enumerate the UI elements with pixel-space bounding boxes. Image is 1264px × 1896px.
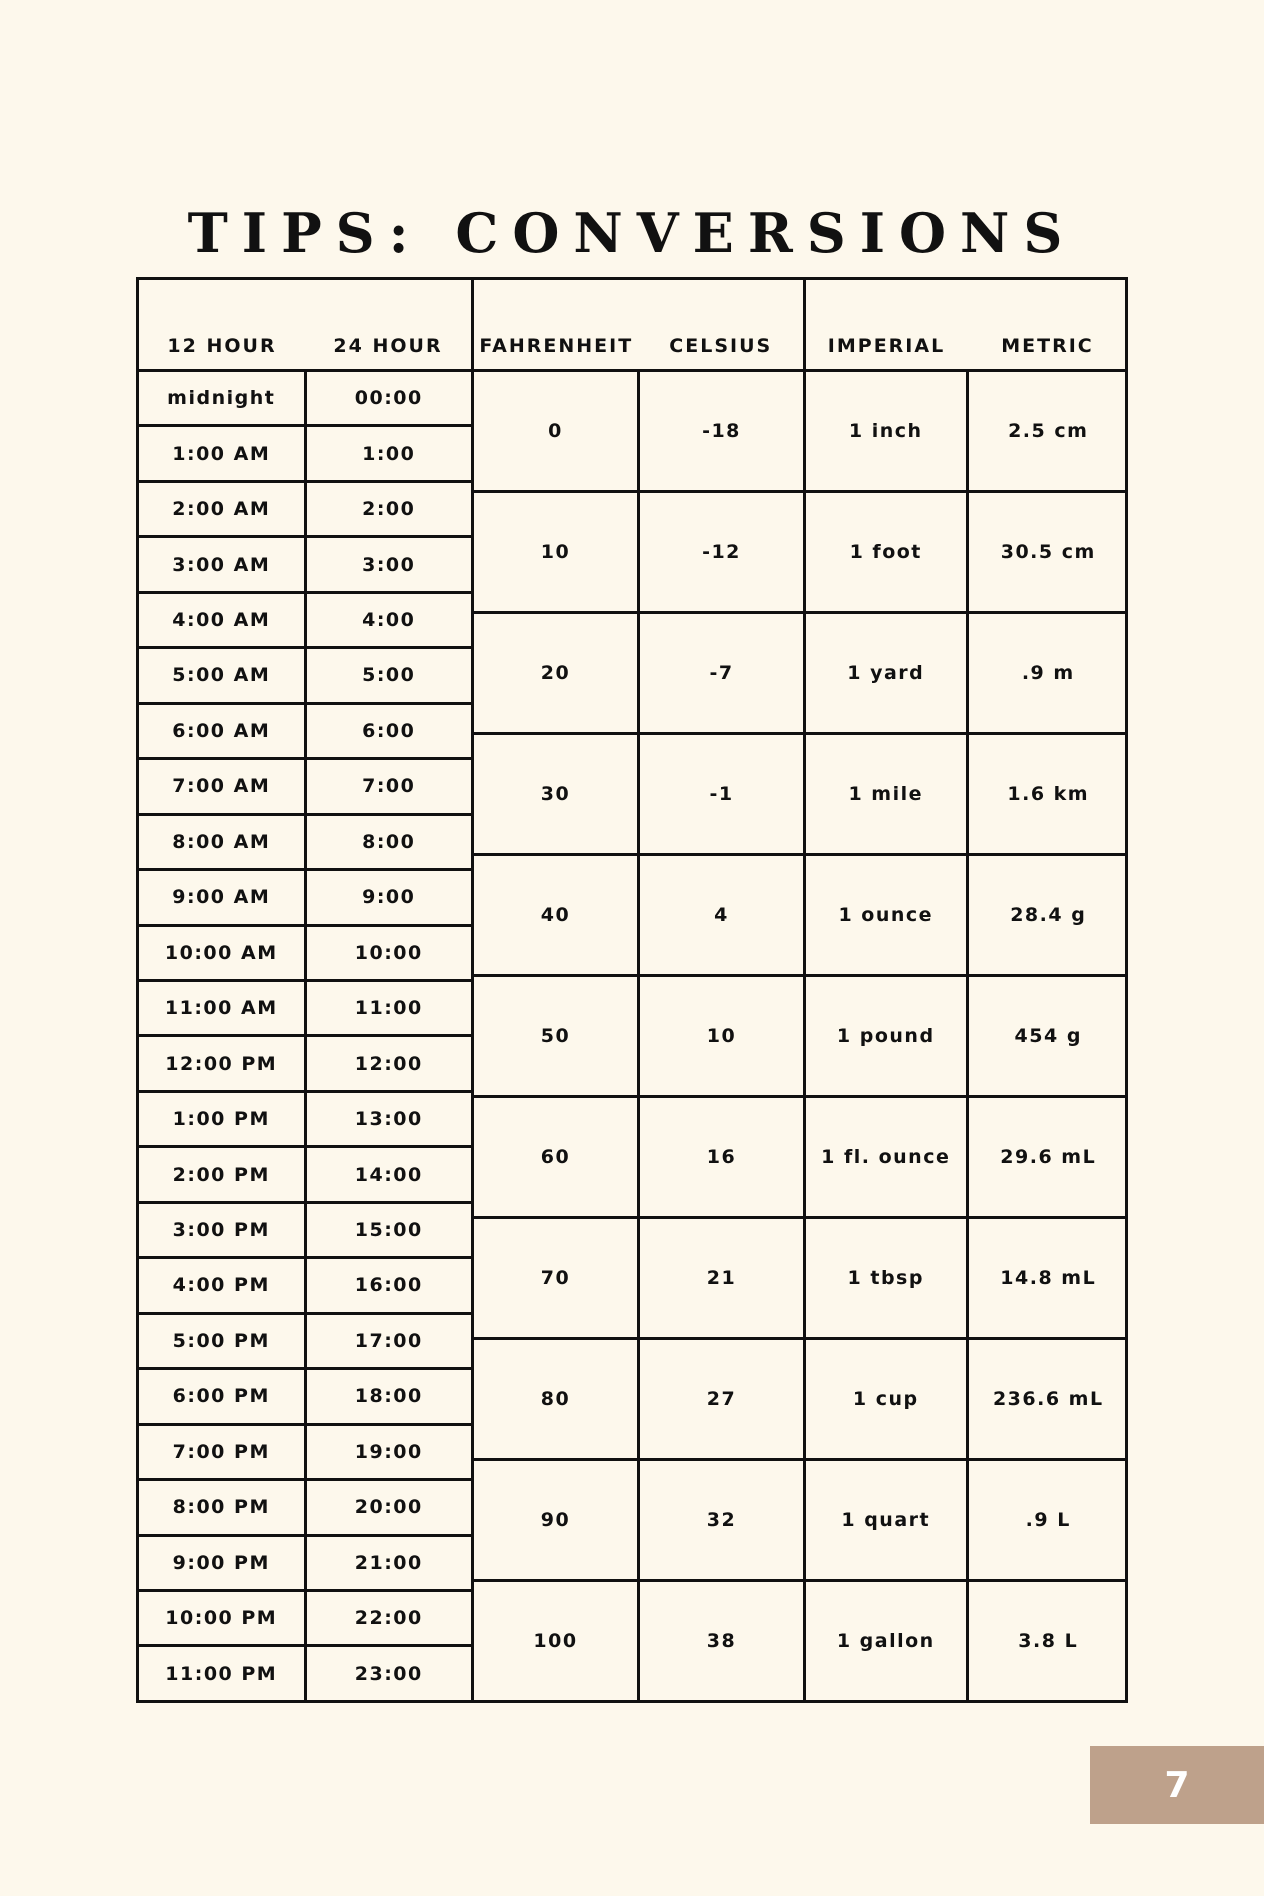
imperial-cell: 1 yard xyxy=(847,662,925,684)
celsius-cell: 10 xyxy=(637,977,803,1095)
time-row xyxy=(139,1259,471,1314)
hour-12-cell: 11:00 PM xyxy=(165,1662,278,1685)
hour-12-cell: 4:00 AM xyxy=(172,609,271,632)
hour-12-cell: 5:00 AM xyxy=(172,664,271,687)
hour-12-cell: 7:00 PM xyxy=(172,1440,270,1463)
time-row xyxy=(139,871,471,926)
hour-24-cell: 17:00 xyxy=(304,1315,472,1367)
hour-24-cell: 3:00 xyxy=(304,538,472,590)
celsius-cell: 4 xyxy=(637,856,803,974)
measurement-row xyxy=(806,1340,1128,1461)
imperial-cell: 1 pound xyxy=(836,1025,935,1047)
measurement-row xyxy=(806,1098,1128,1219)
hour-24-cell: 2:00 xyxy=(304,483,472,535)
imperial-cell: 1 inch xyxy=(848,420,923,442)
hour-12-cell: 9:00 PM xyxy=(172,1551,270,1574)
fahrenheit-cell: 50 xyxy=(540,1025,571,1047)
measurement-row xyxy=(806,493,1128,614)
temperature-row xyxy=(474,856,803,977)
time-row xyxy=(139,594,471,649)
hour-12-cell: 5:00 PM xyxy=(172,1329,270,1352)
celsius-cell: 16 xyxy=(637,1098,803,1216)
measurement-row xyxy=(806,856,1128,977)
column-header-imperial: IMPERIAL xyxy=(827,335,946,357)
fahrenheit-cell: 0 xyxy=(548,420,563,442)
temperature-row xyxy=(474,1582,803,1700)
time-row xyxy=(139,1647,471,1699)
temperature-table-header xyxy=(474,280,803,372)
hour-24-cell: 10:00 xyxy=(304,927,472,979)
celsius-cell: 38 xyxy=(637,1582,803,1700)
metric-cell: 29.6 mL xyxy=(966,1098,1129,1216)
time-row xyxy=(139,538,471,593)
hour-24-cell: 20:00 xyxy=(304,1481,472,1533)
time-row xyxy=(139,982,471,1037)
column-header-metric: METRIC xyxy=(1001,335,1094,357)
celsius-cell: -18 xyxy=(637,372,803,490)
hour-24-cell: 23:00 xyxy=(304,1647,472,1699)
metric-cell: .9 L xyxy=(966,1461,1129,1579)
metric-cell: 3.8 L xyxy=(966,1582,1129,1700)
time-row xyxy=(139,1481,471,1536)
hour-12-cell: 3:00 PM xyxy=(172,1219,270,1242)
hour-24-cell: 22:00 xyxy=(304,1592,472,1644)
hour-24-cell: 16:00 xyxy=(304,1259,472,1311)
metric-cell: 2.5 cm xyxy=(966,372,1129,490)
hour-12-cell: 6:00 AM xyxy=(172,719,271,742)
hour-12-cell: 3:00 AM xyxy=(172,553,271,576)
imperial-cell: 1 tbsp xyxy=(847,1267,924,1289)
measurement-row xyxy=(806,735,1128,856)
time-row xyxy=(139,372,471,427)
celsius-cell: 27 xyxy=(637,1340,803,1458)
temperature-row xyxy=(474,1098,803,1219)
time-row xyxy=(139,1093,471,1148)
fahrenheit-cell: 70 xyxy=(540,1267,571,1289)
fahrenheit-cell: 60 xyxy=(540,1146,571,1168)
celsius-cell: -7 xyxy=(637,614,803,732)
temperature-conversion-table xyxy=(471,280,803,1700)
imperial-cell: 1 ounce xyxy=(838,904,934,926)
column-header-24-hour: 24 HOUR xyxy=(333,335,443,357)
hour-24-cell: 6:00 xyxy=(304,705,472,757)
fahrenheit-cell: 10 xyxy=(540,541,571,563)
time-row xyxy=(139,483,471,538)
time-row xyxy=(139,1592,471,1647)
hour-12-cell: 12:00 PM xyxy=(165,1052,278,1075)
fahrenheit-cell: 30 xyxy=(540,783,571,805)
time-row xyxy=(139,1037,471,1092)
hour-24-cell: 21:00 xyxy=(304,1537,472,1589)
time-row xyxy=(139,1426,471,1481)
hour-24-cell: 8:00 xyxy=(304,816,472,868)
hour-12-cell: 1:00 AM xyxy=(172,442,271,465)
time-row xyxy=(139,1315,471,1370)
hour-12-cell: 4:00 PM xyxy=(172,1274,270,1297)
hour-24-cell: 15:00 xyxy=(304,1204,472,1256)
time-row xyxy=(139,927,471,982)
hour-12-cell: 8:00 AM xyxy=(172,830,271,853)
celsius-cell: 21 xyxy=(637,1219,803,1337)
metric-cell: 1.6 km xyxy=(966,735,1129,853)
hour-12-cell: 7:00 AM xyxy=(172,775,271,798)
imperial-cell: 1 gallon xyxy=(836,1630,935,1652)
page-title: TIPS: CONVERSIONS xyxy=(187,201,1077,265)
metric-cell: 14.8 mL xyxy=(966,1219,1129,1337)
hour-12-cell: midnight xyxy=(167,387,276,410)
fahrenheit-cell: 40 xyxy=(540,904,571,926)
hour-24-cell: 00:00 xyxy=(304,372,472,424)
time-row xyxy=(139,1370,471,1425)
measurement-row xyxy=(806,977,1128,1098)
celsius-cell: 32 xyxy=(637,1461,803,1579)
fahrenheit-cell: 20 xyxy=(540,662,571,684)
hour-24-cell: 4:00 xyxy=(304,594,472,646)
hour-24-cell: 18:00 xyxy=(304,1370,472,1422)
temperature-row xyxy=(474,1461,803,1582)
metric-cell: 236.6 mL xyxy=(966,1340,1129,1458)
metric-cell: 454 g xyxy=(966,977,1129,1095)
fahrenheit-cell: 80 xyxy=(540,1388,571,1410)
time-row xyxy=(139,649,471,704)
hour-12-cell: 11:00 AM xyxy=(164,997,278,1020)
time-conversion-table xyxy=(139,280,471,1700)
hour-12-cell: 1:00 PM xyxy=(172,1108,270,1131)
temperature-table-body xyxy=(474,372,803,1700)
imperial-cell: 1 mile xyxy=(848,783,924,805)
page-number-badge: 7 xyxy=(1090,1746,1264,1824)
time-row xyxy=(139,1537,471,1592)
hour-24-cell: 7:00 xyxy=(304,760,472,812)
hour-24-cell: 12:00 xyxy=(304,1037,472,1089)
temperature-row xyxy=(474,735,803,856)
hour-12-cell: 8:00 PM xyxy=(172,1496,270,1519)
hour-24-cell: 1:00 xyxy=(304,427,472,479)
time-row xyxy=(139,1204,471,1259)
hour-12-cell: 9:00 AM xyxy=(172,886,271,909)
imperial-cell: 1 fl. ounce xyxy=(821,1146,951,1168)
temperature-row xyxy=(474,977,803,1098)
hour-24-cell: 11:00 xyxy=(304,982,472,1034)
time-row xyxy=(139,1148,471,1203)
conversion-tables xyxy=(136,277,1128,1703)
time-row xyxy=(139,760,471,815)
measurement-row xyxy=(806,1582,1128,1700)
temperature-row xyxy=(474,372,803,493)
measurement-table-header xyxy=(806,280,1128,372)
hour-24-cell: 19:00 xyxy=(304,1426,472,1478)
temperature-row xyxy=(474,1219,803,1340)
measurement-row xyxy=(806,372,1128,493)
hour-12-cell: 10:00 PM xyxy=(165,1607,278,1630)
imperial-cell: 1 quart xyxy=(841,1509,931,1531)
hour-24-cell: 13:00 xyxy=(304,1093,472,1145)
measurement-conversion-table xyxy=(803,280,1128,1700)
measurement-row xyxy=(806,1461,1128,1582)
imperial-cell: 1 foot xyxy=(849,541,922,563)
celsius-cell: -1 xyxy=(637,735,803,853)
metric-cell: .9 m xyxy=(966,614,1129,732)
measurement-table-body xyxy=(806,372,1128,1700)
time-row xyxy=(139,427,471,482)
hour-12-cell: 10:00 AM xyxy=(164,941,278,964)
metric-cell: 30.5 cm xyxy=(966,493,1129,611)
temperature-row xyxy=(474,493,803,614)
hour-12-cell: 6:00 PM xyxy=(172,1385,270,1408)
metric-cell: 28.4 g xyxy=(966,856,1129,974)
temperature-row xyxy=(474,1340,803,1461)
hour-12-cell: 2:00 AM xyxy=(172,498,271,521)
time-table-header xyxy=(139,280,471,372)
measurement-row xyxy=(806,614,1128,735)
column-header-12-hour: 12 HOUR xyxy=(167,335,277,357)
hour-12-cell: 2:00 PM xyxy=(172,1163,270,1186)
time-table-body xyxy=(139,372,471,1700)
fahrenheit-cell: 90 xyxy=(540,1509,571,1531)
hour-24-cell: 5:00 xyxy=(304,649,472,701)
time-row xyxy=(139,816,471,871)
fahrenheit-cell: 100 xyxy=(533,1630,578,1652)
temperature-row xyxy=(474,614,803,735)
celsius-cell: -12 xyxy=(637,493,803,611)
imperial-cell: 1 cup xyxy=(852,1388,919,1410)
hour-24-cell: 14:00 xyxy=(304,1148,472,1200)
measurement-row xyxy=(806,1219,1128,1340)
column-header-fahrenheit: FAHRENHEIT xyxy=(479,335,634,357)
column-header-celsius: CELSIUS xyxy=(669,335,773,357)
time-row xyxy=(139,705,471,760)
hour-24-cell: 9:00 xyxy=(304,871,472,923)
